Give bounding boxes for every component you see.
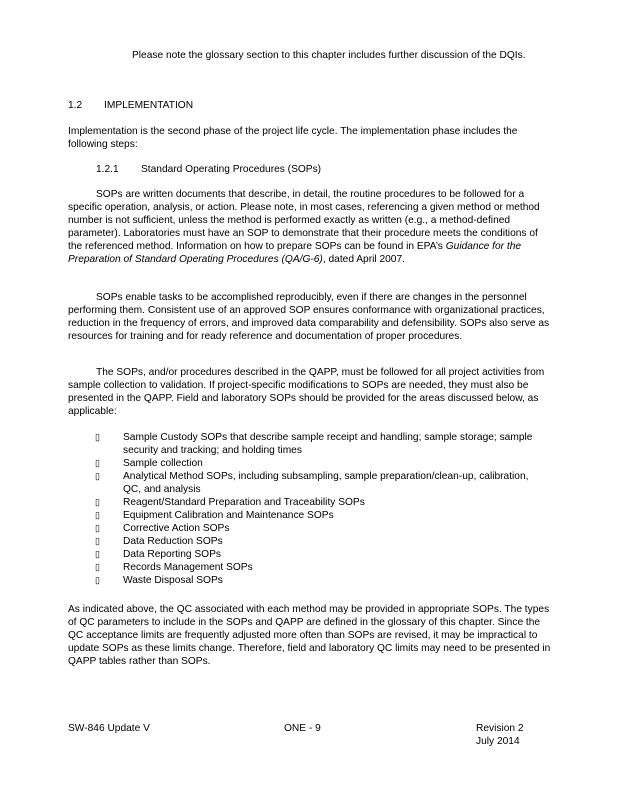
list-item-text: Data Reporting SOPs [123, 549, 221, 560]
bullet-box-icon: ▯ [95, 497, 100, 507]
guidance-title: Guidance for the Preparation of Standard Operating Procedures (QA/G-6) [68, 241, 522, 265]
list-item [95, 522, 535, 535]
bullet-box-icon: ▯ [95, 458, 100, 468]
list-item [95, 457, 535, 470]
sop-areas-list [95, 431, 535, 587]
list-item-text: Equipment Calibration and Maintenance SOPs [123, 510, 334, 521]
footer-revision-number: Revision 2 [476, 723, 524, 734]
subsection-number: 1.2.1 [96, 164, 119, 175]
section-title: IMPLEMENTATION [104, 100, 194, 111]
list-item-text: Analytical Method SOPs, including subsampling, sample preparation/clean-up, calibration, QC, and analysis [123, 471, 529, 495]
section-heading [68, 99, 193, 112]
bullet-box-icon: ▯ [95, 536, 100, 546]
sop-definition-paragraph [68, 188, 552, 266]
bullet-box-icon: ▯ [95, 510, 100, 520]
section-number: 1.2 [68, 100, 83, 111]
list-item [95, 470, 535, 496]
list-item [95, 574, 535, 587]
intro-paragraph: Implementation is the second phase of the project life cycle. The implementation phase includes the following steps: [68, 126, 518, 150]
bullet-box-icon: ▯ [95, 562, 100, 572]
sop-benefits-paragraph: SOPs enable tasks to be accomplished reproducibly, even if there are changes in the personnel performing them. Consistent use of an approved SOP ensures conformance with organizational practices, reduction in the frequency of errors, and improved data comparability and defensibility. SOPs also serve as resources for training and for ready reference and documentation of proper procedures. [68, 292, 550, 342]
para1-tail: , dated April 2007. [322, 254, 405, 265]
bullet-box-icon: ▯ [95, 575, 100, 585]
bullet-box-icon: ▯ [95, 471, 100, 481]
list-item-text: Waste Disposal SOPs [123, 575, 223, 586]
list-item [95, 561, 535, 574]
list-item-text: Reagent/Standard Preparation and Traceability SOPs [123, 497, 365, 508]
list-item [95, 535, 535, 548]
list-item-text: Sample Custody SOPs that describe sample receipt and handling; sample storage; sample security and tracking; and holding times [123, 432, 533, 456]
sop-requirements-paragraph: The SOPs, and/or procedures described in the QAPP, must be followed for all project activities from sample collection to validation. If project-specific modifications to SOPs are needed, they must also be presented in the QAPP. Field and laboratory SOPs should be provided for the areas discussed below, as applicable: [68, 367, 545, 417]
list-item-text: Data Reduction SOPs [123, 536, 223, 547]
list-item-text: Sample collection [123, 458, 203, 469]
list-item-text: Corrective Action SOPs [123, 523, 230, 534]
footer-document-id: SW-846 Update V [68, 723, 150, 734]
list-item [95, 496, 535, 509]
subsection-heading [96, 163, 321, 176]
qc-paragraph: As indicated above, the QC associated with each method may be provided in appropriate SOPs. The types of QC parameters to include in the SOPs and QAPP are defined in the glossary of this chapter. Since the QC acceptance limits are frequently adjusted more often than SOPs are revised, it may be impractical to update SOPs as these limits change. Therefore, field and laboratory QC limits may need to be presented in QAPP tables rather than SOPs. [68, 604, 551, 667]
list-item-text: Records Management SOPs [123, 562, 253, 573]
list-item [95, 509, 535, 522]
bullet-box-icon: ▯ [95, 549, 100, 559]
footer-date: July 2014 [476, 736, 520, 747]
glossary-note: Please note the glossary section to this chapter includes further discussion of the DQIs. [132, 50, 526, 61]
subsection-title: Standard Operating Procedures (SOPs) [141, 164, 322, 175]
list-item [95, 431, 535, 457]
bullet-box-icon: ▯ [95, 523, 100, 533]
bullet-box-icon: ▯ [95, 432, 100, 442]
para1-text: SOPs are written documents that describe, in detail, the routine procedures to be followed for a specific operation, analysis, or action. Please note, in most cases, referencing a given method or method number is not sufficient, unless the method is performed exactly as written (e.g., a method-defined parameter). Laboratories must have an SOP to demonstrate that their procedure meets the conditions of the referenced method. Information on how to prepare SOPs can be found in EPA’s [68, 189, 540, 252]
list-item [95, 548, 535, 561]
footer-revision [476, 722, 524, 748]
footer-page-number: ONE - 9 [284, 723, 321, 734]
